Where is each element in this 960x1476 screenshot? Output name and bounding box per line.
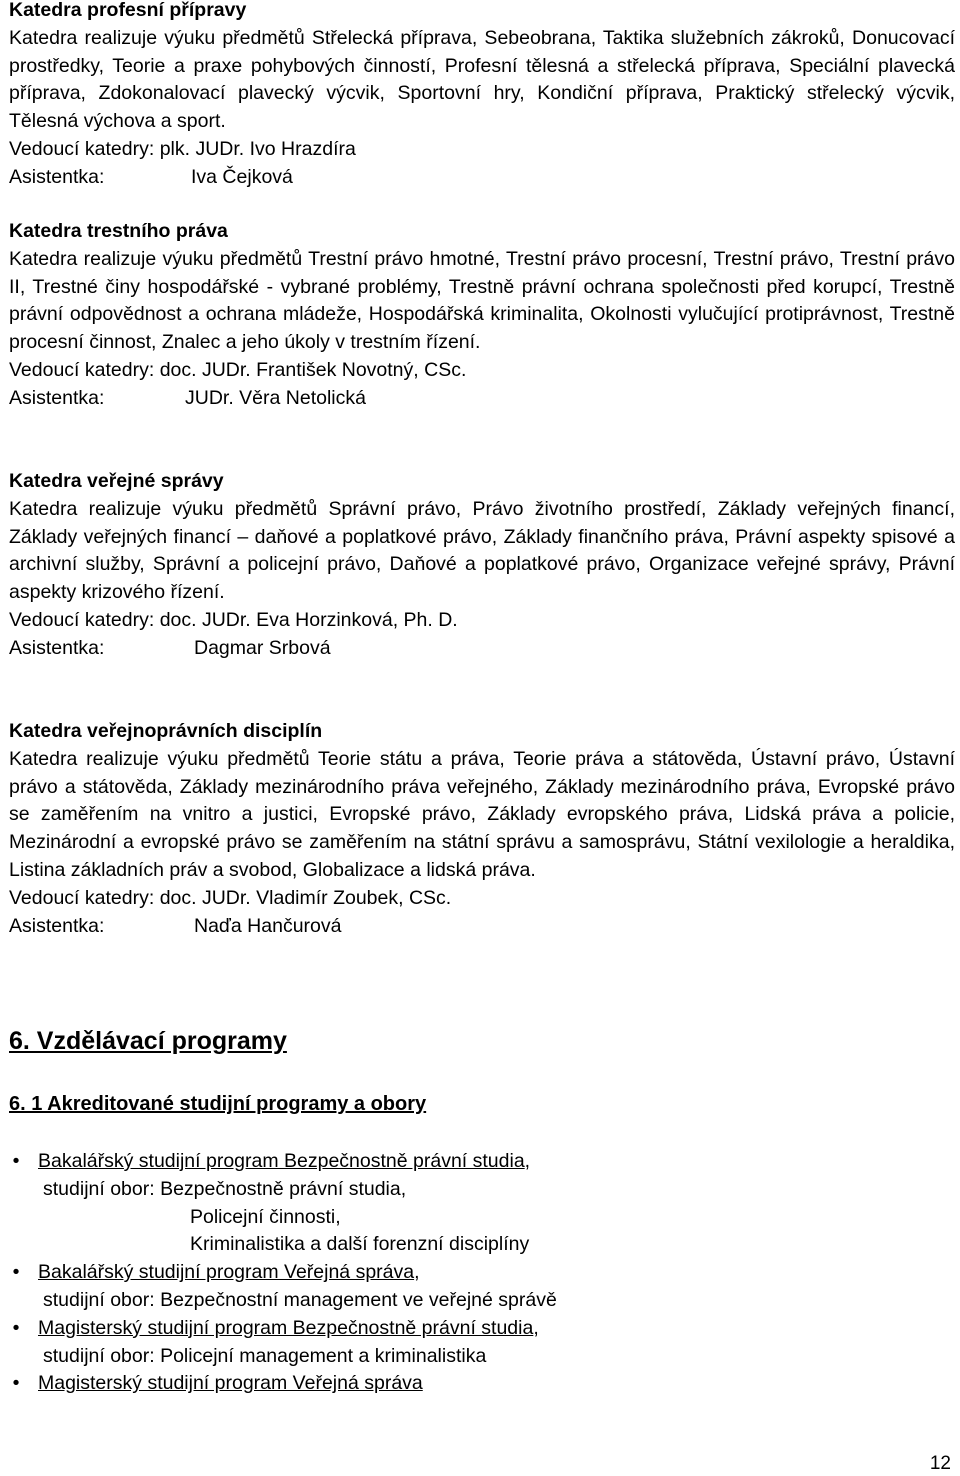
assistant-label: Asistentka: xyxy=(9,165,105,188)
department-assistant-line xyxy=(9,635,955,663)
program-item xyxy=(9,1370,955,1398)
department-description: Katedra realizuje výuku předmětů Trestní právo hmotné, Trestní právo procesní, Trestní právo, Trestní právo II, Trestné činy hospodářské - vybrané problémy, Trestně právní ochrana společnosti před korupcí, Trestně právní odpovědnost a ochrana mládeže, Hospodářská kriminalita, Okolnosti vylučující protiprávnost, Trestně procesní činnost, Znalec a jeho úkoly v trestním řízení. xyxy=(9,247,955,354)
program-title-suffix: , xyxy=(414,1261,420,1284)
bullet-icon: • xyxy=(12,1150,20,1172)
head-name: plk. JUDr. Ivo Hrazdíra xyxy=(159,137,356,160)
subsection-heading: 6. 1 Akreditované studijní programy a obory xyxy=(9,1093,427,1115)
field-name: Bezpečnostně právní studia, xyxy=(160,1177,407,1200)
assistant-label: Asistentka: xyxy=(9,636,105,659)
head-label: Vedoucí katedry: xyxy=(9,358,155,381)
field-name: Policejní činnosti, xyxy=(190,1205,341,1228)
assistant-label: Asistentka: xyxy=(9,914,105,937)
program-item xyxy=(9,1259,955,1315)
program-title: Bakalářský studijní program Bezpečnostně právní studia xyxy=(38,1150,525,1172)
field-name: Policejní management a kriminalistika xyxy=(160,1344,487,1367)
department-section xyxy=(9,0,955,192)
head-name: doc. JUDr. Eva Horzinková, Ph. D. xyxy=(159,608,458,631)
department-section xyxy=(9,468,955,663)
program-title: Bakalářský studijní program Veřejná správa xyxy=(38,1261,415,1284)
bullet-icon: • xyxy=(12,1261,20,1284)
field-label: studijní obor: xyxy=(43,1288,155,1311)
field-name: Bezpečnostní management ve veřejné správě xyxy=(160,1288,557,1311)
page-number: 12 xyxy=(929,1453,951,1474)
department-assistant-line xyxy=(9,385,955,413)
assistant-name: Iva Čejková xyxy=(191,165,293,188)
program-title: Magisterský studijní program Veřejná správa xyxy=(38,1372,423,1395)
head-label: Vedoucí katedry: xyxy=(9,137,155,160)
assistant-name: JUDr. Věra Netolická xyxy=(185,386,366,409)
program-title: Magisterský studijní program Bezpečnostně právní studia xyxy=(38,1316,534,1339)
bullet-icon: • xyxy=(12,1372,20,1395)
program-title-suffix: , xyxy=(524,1150,531,1172)
department-description: Katedra realizuje výuku předmětů Teorie státu a práva, Teorie práva a státověda, Ústavní právo, Ústavní právo a státověda, Základy mezinárodního práva veřejného, Základy mezinárodního práva, Evropské právo se zaměřením na vnitro a justici, Evropské právo, Základy evropského práva, Lidská práva a policie, Mezinárodní a evropské právo se zaměřením na státní správu a samosprávu, Státní vexilologie a heraldika, Listina základních práv a svobod, Globalizace a lidská práva. xyxy=(9,747,955,881)
bullet-icon: • xyxy=(12,1316,20,1339)
assistant-name: Naďa Hančurová xyxy=(194,914,342,937)
field-name: Kriminalistika a další forenzní disciplíny xyxy=(190,1233,530,1256)
department-assistant-line xyxy=(9,164,955,192)
department-head-line xyxy=(9,136,955,164)
department-heading: Katedra veřejnoprávních disciplín xyxy=(9,720,323,742)
program-list xyxy=(9,1148,955,1398)
program-item xyxy=(9,1148,955,1259)
department-section xyxy=(9,218,955,413)
assistant-label: Asistentka: xyxy=(9,386,105,409)
department-head-line xyxy=(9,885,955,913)
field-label: studijní obor: xyxy=(43,1177,155,1200)
head-label: Vedoucí katedry: xyxy=(9,886,155,909)
department-description: Katedra realizuje výuku předmětů Střelecká příprava, Sebeobrana, Taktika služebních zákroků, Donucovací prostředky, Teorie a praxe pohybových činností, Profesní tělesná a střelecká příprava, Speciální plavecká příprava, Zdokonalovací plavecký výcvik, Sportovní hry, Kondiční příprava, Praktický střelecký výcvik, Tělesná výchova a sport. xyxy=(9,26,955,133)
head-name: doc. JUDr. Vladimír Zoubek, CSc. xyxy=(159,886,452,909)
department-head-line xyxy=(9,607,955,635)
department-head-line xyxy=(9,357,955,385)
department-assistant-line xyxy=(9,913,955,941)
department-section xyxy=(9,718,955,940)
field-label: studijní obor: xyxy=(43,1344,155,1367)
section-heading: 6. Vzdělávací programy xyxy=(9,1027,287,1055)
department-heading: Katedra veřejné správy xyxy=(9,470,224,492)
department-description: Katedra realizuje výuku předmětů Správní právo, Právo životního prostředí, Základy veřejných financí, Základy veřejných financí – daňové a poplatkové právo, Základy finančního práva, Právní aspekty spisové a archivní služby, Správní a policejní právo, Daňové a poplatkové právo, Organizace veřejné správy, Právní aspekty krizového řízení. xyxy=(9,497,955,604)
program-title-suffix: , xyxy=(533,1316,539,1339)
program-item xyxy=(9,1315,955,1371)
head-label: Vedoucí katedry: xyxy=(9,608,155,631)
assistant-name: Dagmar Srbová xyxy=(194,636,331,659)
department-heading: Katedra trestního práva xyxy=(9,220,228,242)
head-name: doc. JUDr. František Novotný, CSc. xyxy=(159,358,467,381)
department-heading: Katedra profesní přípravy xyxy=(9,0,247,21)
